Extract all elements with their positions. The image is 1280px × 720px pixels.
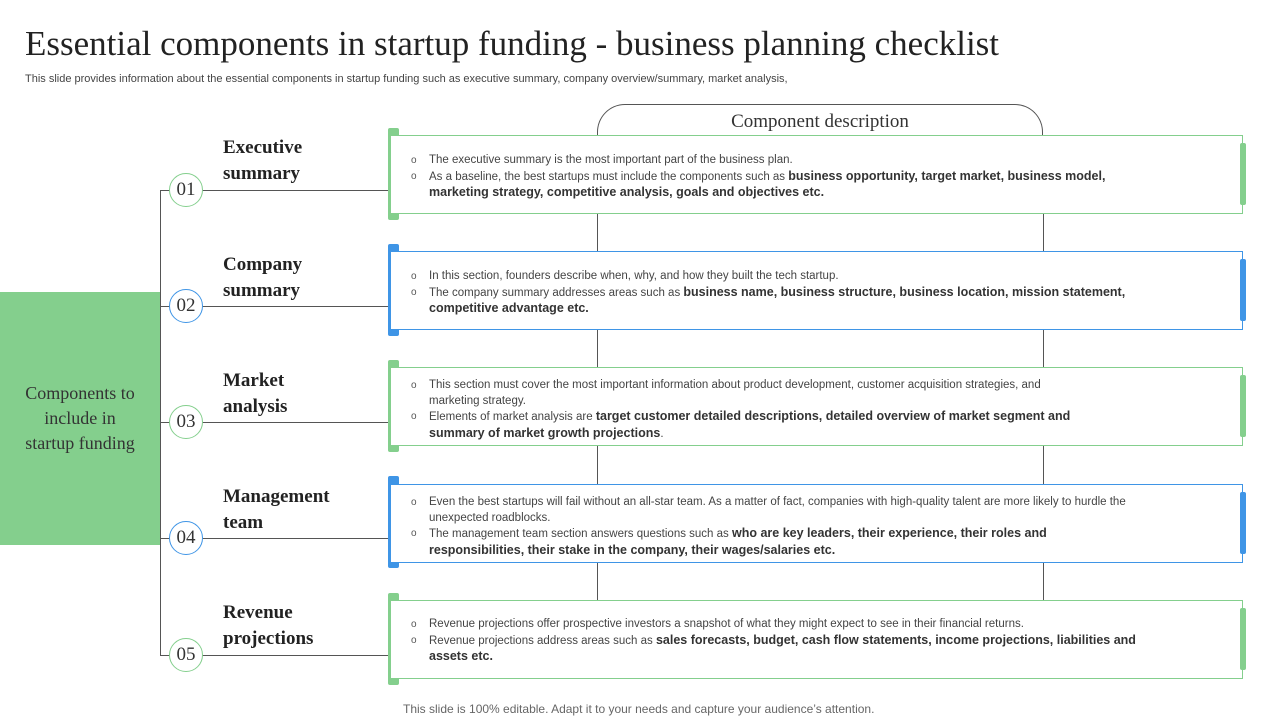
bullet	[429, 495, 1242, 526]
slide-subtitle: This slide provides information about the essential components in startup funding such as executive summary, company overview/summary, market analysis,	[25, 73, 788, 85]
bullet	[429, 526, 1242, 559]
bullet-text: As a baseline, the best startups must include the components such as	[429, 170, 789, 183]
bullet-text: The management team section answers questions such as	[429, 528, 732, 540]
bullet-text: Even the best startups will fail without an all-star team. As a matter of fact, companies with high-quality talent are more likely to hurdle the unexpected roadblocks.	[429, 496, 1126, 524]
step-label-line: summary	[223, 280, 301, 301]
step-number-01: 01	[169, 173, 203, 207]
step-number-04: 04	[169, 521, 203, 555]
step-label-line: Market	[223, 370, 285, 391]
step-label-line: team	[223, 512, 264, 533]
bullet-text: Elements of market analysis are	[429, 411, 596, 423]
bullet-text: Revenue projections offer prospective investors a snapshot of what they might expect to see in their financial returns.	[429, 618, 1024, 630]
bullet-bold-text: business opportunity, target market, business model, marketing strategy, competitive analysis, goals and objectives etc.	[429, 168, 1106, 199]
step-label-market-analysis	[223, 368, 353, 420]
step-label-line: Revenue	[223, 602, 293, 623]
bullet-text: The executive summary is the most important part of the business plan.	[429, 154, 793, 166]
bullet-text: Revenue projections address areas such as	[429, 634, 656, 647]
step-label-line: projections	[223, 628, 314, 649]
accent-bar-right	[1240, 143, 1246, 205]
bullet-tail: .	[660, 427, 664, 440]
step-label-line: Executive	[223, 137, 303, 158]
bullet	[429, 617, 1242, 633]
accent-bar-right	[1240, 259, 1246, 321]
description-box-05	[390, 600, 1243, 679]
accent-bar-right	[1240, 492, 1246, 554]
step-label-line: summary	[223, 163, 301, 184]
bullet	[429, 285, 1242, 318]
step-number-05: 05	[169, 638, 203, 672]
step-label-management-team	[223, 484, 353, 536]
description-box-04	[390, 484, 1243, 563]
bullet-bold-text: sales forecasts, budget, cash flow statements, income projections, liabilities and assets etc.	[429, 632, 1136, 663]
bullet	[429, 269, 1242, 285]
description-box-02	[390, 251, 1243, 330]
step-number-02: 02	[169, 289, 203, 323]
step-label-revenue-projections	[223, 600, 353, 652]
step-number-03: 03	[169, 405, 203, 439]
component-description-header: Component description	[597, 104, 1043, 136]
bullet	[429, 378, 1242, 409]
step-label-line: Company	[223, 254, 303, 275]
bullet	[429, 153, 1242, 169]
bullet-text: The company summary addresses areas such as	[429, 286, 684, 299]
bullet-bold-text: business name, business structure, business location, mission statement, competitive advantage etc.	[429, 284, 1126, 315]
components-block-label: Components to include in startup funding	[25, 383, 135, 453]
accent-bar-right	[1240, 608, 1246, 670]
bullet	[429, 409, 1242, 442]
bullet	[429, 633, 1242, 666]
tree-trunk-line	[160, 190, 161, 656]
bullet-text: In this section, founders describe when, why, and how they built the tech startup.	[429, 270, 839, 282]
step-label-company-summary	[223, 252, 353, 304]
step-label-line: analysis	[223, 396, 288, 417]
slide-title: Essential components in startup funding - business planning checklist	[25, 24, 1000, 63]
description-box-01	[390, 135, 1243, 214]
components-block	[0, 292, 160, 545]
description-box-03	[390, 367, 1243, 446]
bullet-bold-text: who are key leaders, their experience, their roles and responsibilities, their stake in the company, their wages/salaries etc.	[429, 526, 1047, 557]
step-label-executive-summary	[223, 135, 353, 187]
step-label-line: Management	[223, 486, 330, 507]
bullet-bold-text: target customer detailed descriptions, detailed overview of market segment and summary of market growth projections	[429, 409, 1071, 440]
bullet	[429, 169, 1242, 202]
slide-footer: This slide is 100% editable. Adapt it to your needs and capture your audience’s attention.	[403, 702, 875, 716]
accent-bar-right	[1240, 375, 1246, 437]
bullet-text: This section must cover the most important information about product development, customer acquisition strategies, and marketing strategy.	[429, 379, 1041, 407]
